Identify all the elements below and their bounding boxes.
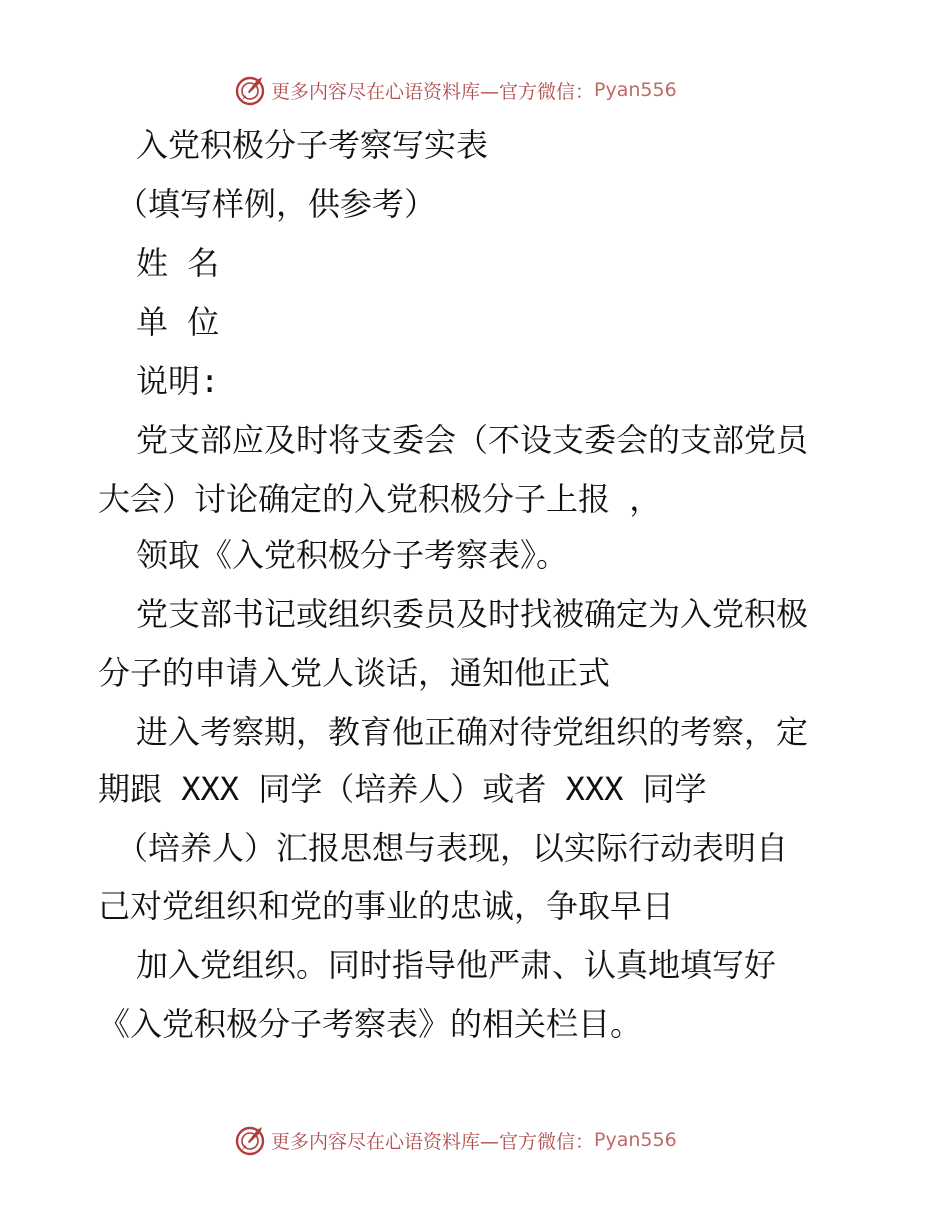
body-line: 加入党组织。同时指导他严肃、认真地填写好 [136, 946, 777, 984]
body-line: 期跟 XXX 同学（培养人）或者 XXX 同学 [98, 770, 707, 808]
document-title: 入党积极分子考察写实表 [136, 126, 489, 164]
unit-label: 单 位 [136, 303, 220, 341]
header-watermark [233, 73, 677, 107]
body-line: 党支部书记或组织委员及时找被确定为入党积极 [136, 595, 809, 633]
wechat-handle: Pyan556 [594, 1129, 677, 1151]
body-line: 《入党积极分子考察表》的相关栏目。 [98, 1005, 643, 1043]
watermark-text: 更多内容尽在心语资料库—官方微信： [271, 1130, 595, 1153]
quill-logo-icon [233, 1123, 267, 1157]
document-subtitle: （填写样例，供参考） [116, 185, 437, 223]
footer-watermark [233, 1123, 677, 1157]
quill-logo-icon [233, 73, 267, 107]
wechat-handle: Pyan556 [594, 79, 677, 101]
name-label: 姓 名 [136, 244, 220, 282]
body-line: 进入考察期，教育他正确对待党组织的考察，定 [136, 713, 809, 751]
note-label: 说明: [136, 362, 220, 400]
body-line: 党支部应及时将支委会（不设支委会的支部党员 [136, 421, 809, 459]
body-line: （培养人）汇报思想与表现，以实际行动表明自 [116, 829, 789, 867]
body-line: 分子的申请入党人谈话，通知他正式 [98, 654, 611, 692]
watermark-text: 更多内容尽在心语资料库—官方微信： [271, 80, 595, 103]
body-line: 大会）讨论确定的入党积极分子上报 ， [98, 480, 662, 518]
body-line: 领取《入党积极分子考察表》。 [136, 536, 569, 574]
body-line: 己对党组织和党的事业的忠诚，争取早日 [98, 887, 675, 925]
